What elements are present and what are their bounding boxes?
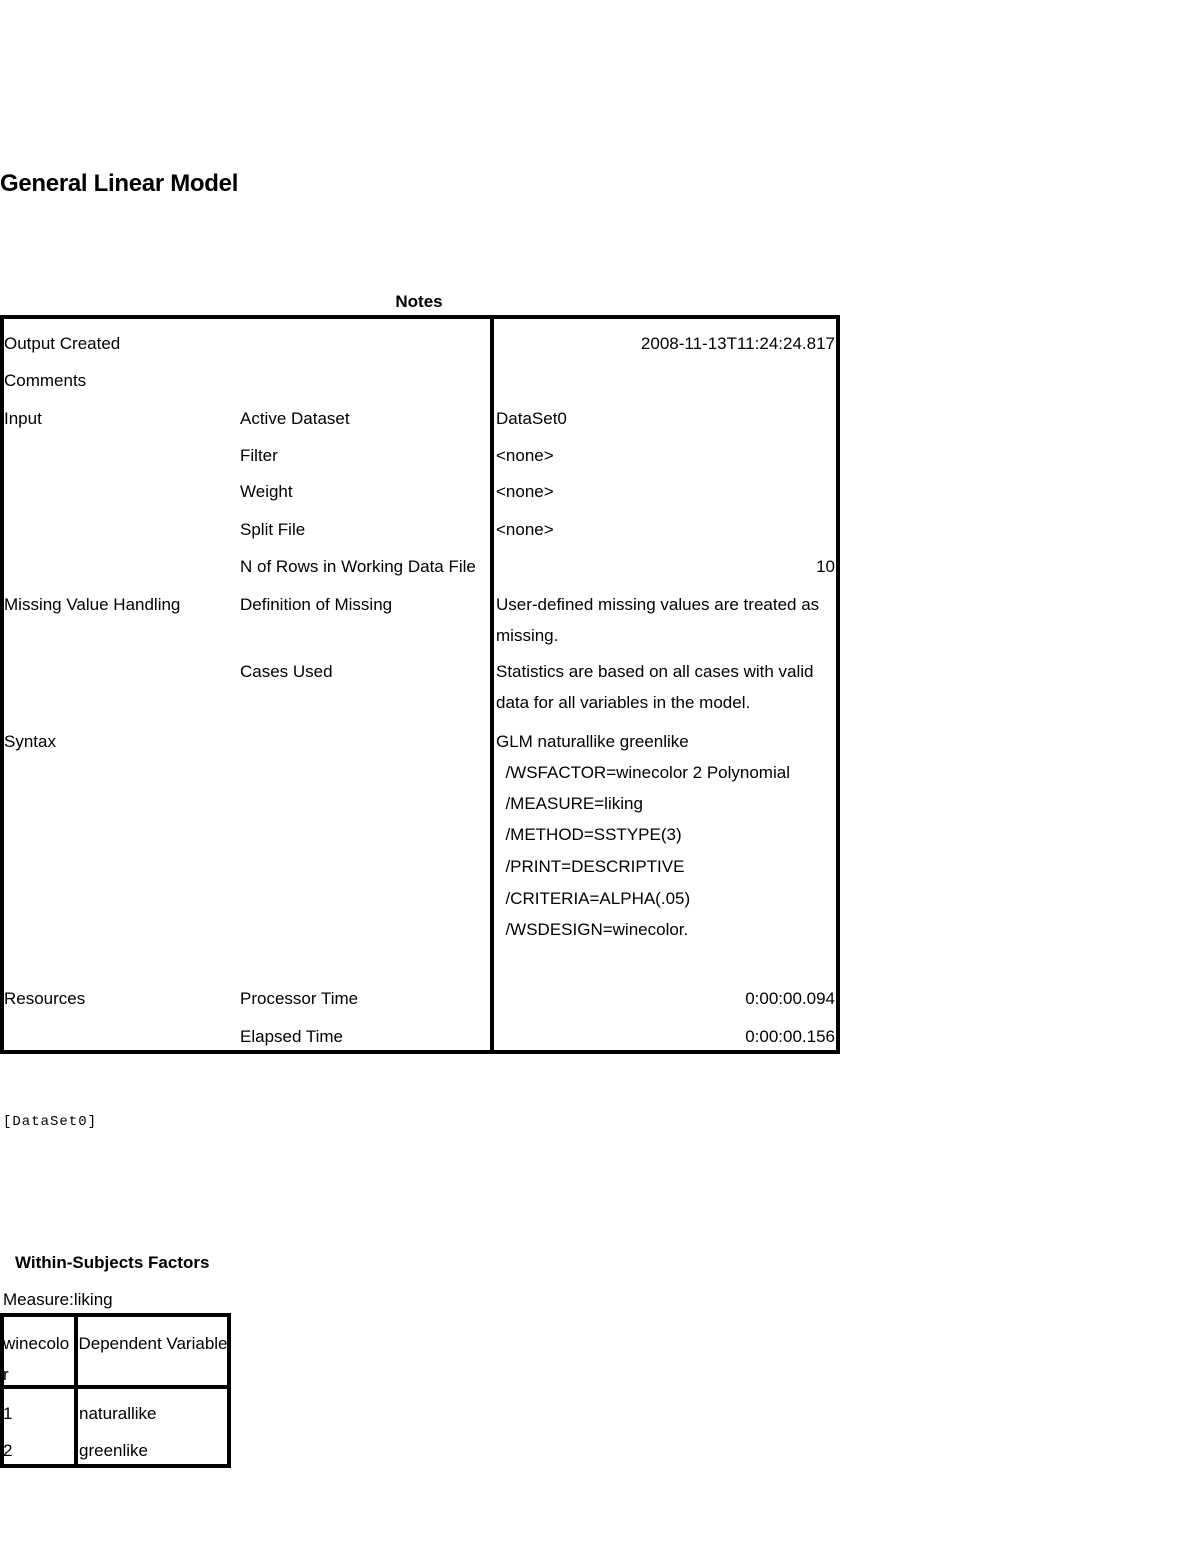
notes-table-caption: Notes [395,292,443,311]
processor-time-label: Processor Time [240,989,359,1008]
syntax-line: /PRINT=DESCRIPTIVE [496,857,685,876]
syntax-line: /CRITERIA=ALPHA(.05) [496,889,691,908]
syntax-line: /WSDESIGN=winecolor. [496,920,689,939]
dependent-variable-header: Dependent Variable [78,1334,228,1353]
definition-of-missing-value-line-1: User-defined missing values are treated as [496,595,820,614]
missing-value-handling-label: Missing Value Handling [4,595,181,614]
cases-used-value-line-1: Statistics are based on all cases with valid [496,662,814,681]
page-title: General Linear Model [0,170,239,197]
syntax-line: GLM naturallike greenlike [496,732,689,751]
table-row-level: 1 [3,1404,13,1423]
definition-of-missing-label: Definition of Missing [240,595,393,614]
output-created-value: 2008-11-13T11:24:24.817 [640,334,835,353]
dataset-tag: [DataSet0] [3,1114,98,1130]
syntax-label: Syntax [4,732,56,751]
table-row-level: 2 [3,1441,13,1460]
table-row-variable: naturallike [79,1404,157,1423]
processor-time-value: 0:00:00.094 [745,989,835,1008]
notes-column-divider [490,315,494,1054]
elapsed-time-label: Elapsed Time [240,1027,343,1046]
table-row-variable: greenlike [79,1441,148,1460]
cases-used-label: Cases Used [240,662,333,681]
n-rows-value: 10 [816,557,835,576]
n-rows-label: N of Rows in Working Data File [240,557,476,576]
active-dataset-label: Active Dataset [240,409,350,428]
notes-table [0,315,840,1054]
weight-label: Weight [240,482,293,501]
cases-used-value-line-2: data for all variables in the model. [496,693,751,712]
output-created-label: Output Created [4,334,121,353]
filter-label: Filter [240,446,278,465]
split-file-value: <none> [496,520,554,539]
definition-of-missing-value-line-2: missing. [496,626,559,645]
syntax-line: /MEASURE=liking [496,794,643,813]
winecolor-header: winecolor [3,1334,70,1384]
split-file-label: Split File [240,520,306,539]
filter-value: <none> [496,446,554,465]
within-subjects-caption: Within-Subjects Factors [15,1253,210,1272]
input-label: Input [4,409,42,428]
elapsed-time-value: 0:00:00.156 [745,1027,835,1046]
syntax-line: /METHOD=SSTYPE(3) [496,825,682,844]
syntax-line: /WSFACTOR=winecolor 2 Polynomial [496,763,790,782]
weight-value: <none> [496,482,554,501]
comments-label: Comments [4,371,87,390]
active-dataset-value: DataSet0 [496,409,567,428]
resources-label: Resources [4,989,86,1008]
measure-label: Measure:liking [3,1290,113,1309]
